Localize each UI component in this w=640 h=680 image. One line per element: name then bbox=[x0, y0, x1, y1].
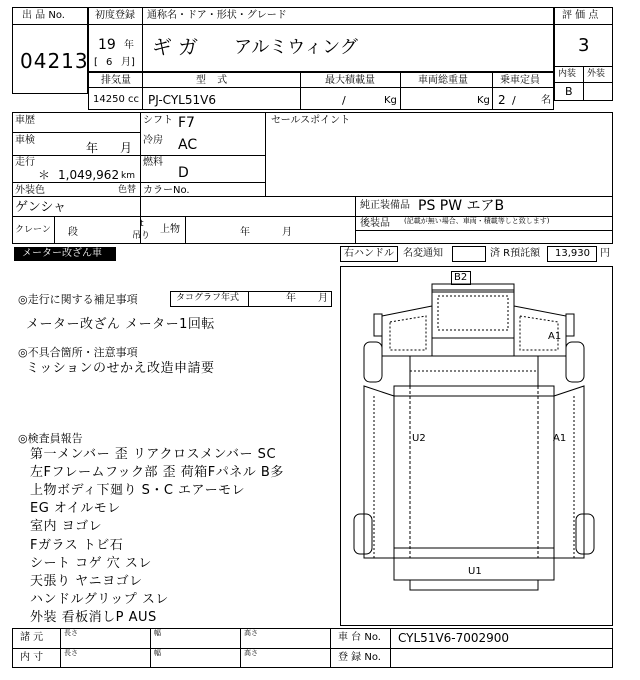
lift-year-unit: 年 bbox=[240, 227, 250, 238]
driving-text: メーター改ざん メーター1回転 bbox=[26, 317, 215, 332]
inspector-heading: ◎検査員報告 bbox=[18, 432, 83, 445]
inspector-line: 左Fフレームフック部 歪 荷箱Fパネル B多 bbox=[30, 465, 284, 480]
registration-label: 登 録 No. bbox=[338, 652, 381, 663]
inspection-label: 車検 bbox=[15, 135, 35, 146]
inspector-line: 天張り ヤニヨゴレ bbox=[30, 574, 143, 589]
displacement-value: 14250 bbox=[93, 94, 125, 105]
inspector-line: シート コゲ 穴 スレ bbox=[30, 556, 152, 571]
year-unit: 年 bbox=[124, 40, 134, 51]
fuel-label: 燃料 bbox=[143, 157, 163, 168]
first-reg-month: 6 bbox=[106, 57, 113, 68]
car-name: ギガ bbox=[152, 35, 204, 59]
defects-text: ミッションのせかえ改造申請要 bbox=[26, 361, 215, 376]
mirror-left bbox=[374, 314, 382, 336]
displacement-label: 排気量 bbox=[101, 75, 131, 86]
height-label: 高さ bbox=[244, 649, 258, 657]
max-load-sep: / bbox=[342, 94, 346, 107]
chassis-value: CYL51V6-7002900 bbox=[398, 631, 510, 645]
steering-value: 右ハンドル bbox=[344, 248, 394, 259]
crane-label: クレーン bbox=[15, 225, 51, 235]
shoen-label: 諸 元 bbox=[20, 632, 44, 643]
tacho-year-unit: 年 bbox=[286, 293, 296, 304]
interior-score: B bbox=[565, 85, 573, 98]
mark-u2: U2 bbox=[412, 433, 426, 444]
color-number-label: 色替 bbox=[118, 185, 137, 195]
mark-b2: B2 bbox=[454, 272, 468, 283]
max-load-unit: Kg bbox=[384, 95, 397, 106]
naigai-label: 内 寸 bbox=[20, 652, 44, 663]
tacho-label: タコグラフ年式 bbox=[176, 293, 240, 303]
aftermarket-label: 後装品 bbox=[360, 218, 390, 229]
mark-a1-top: A1 bbox=[548, 331, 562, 342]
width-label: 幅 bbox=[154, 629, 161, 637]
crane-stage-unit: 段 bbox=[68, 227, 78, 238]
month-unit: 月] bbox=[121, 57, 135, 68]
recycle-unit: 円 bbox=[600, 248, 610, 259]
inspector-line: EG オイルモレ bbox=[30, 501, 121, 516]
inspection-month-unit: 月 bbox=[120, 141, 133, 155]
selling-points-label: セールスポイント bbox=[271, 115, 351, 126]
capacity-unit: 名 bbox=[541, 95, 551, 106]
mark-u1: U1 bbox=[468, 566, 482, 577]
inspector-line: 室内 ヨゴレ bbox=[30, 519, 103, 534]
lot-number: 04213 bbox=[20, 49, 89, 73]
capacity-sep: / bbox=[512, 94, 516, 107]
interior-label: 内装 bbox=[558, 69, 577, 79]
first-reg-year: 19 bbox=[98, 37, 116, 53]
shift-label: シフト bbox=[143, 115, 173, 126]
inspector-line: Fガラス トビ石 bbox=[30, 538, 124, 553]
mark-a1-side: A1 bbox=[553, 433, 567, 444]
capacity-label: 乗車定員 bbox=[500, 75, 540, 86]
month-open: [ bbox=[94, 57, 98, 68]
name-change-box bbox=[452, 246, 486, 262]
cargo-body bbox=[394, 386, 554, 558]
recycle-label: 済 R預託額 bbox=[490, 248, 541, 259]
recycle-value: 13,930 bbox=[555, 248, 590, 259]
std-equipment-label: 純正装備品 bbox=[360, 200, 410, 211]
color-value: ゲンシャ bbox=[15, 200, 67, 215]
vehicle-name-label: 通称名・ドア・形状・グレード bbox=[147, 10, 287, 21]
rear-wheel-right bbox=[576, 514, 594, 554]
color-label: 外装色 bbox=[15, 185, 45, 196]
defects-heading: ◎不具合箇所・注意事項 bbox=[18, 346, 138, 359]
shift-value: F7 bbox=[178, 115, 195, 131]
aftermarket-note: (記載が無い場合、車両・積載等しと致します) bbox=[404, 217, 550, 225]
history-label: 車歴 bbox=[15, 115, 35, 126]
lift-month-unit: 月 bbox=[282, 227, 292, 238]
displacement-unit: cc bbox=[128, 94, 139, 105]
lot-number-label: 出 品 No. bbox=[22, 10, 65, 21]
first-reg-label: 初度登録 bbox=[95, 10, 135, 21]
front-wheel-right bbox=[566, 342, 584, 382]
max-load-label: 最大積載量 bbox=[325, 75, 375, 86]
wing-right bbox=[554, 386, 584, 558]
inspection-year-unit: 年 bbox=[86, 141, 99, 155]
driving-heading: ◎走行に関する補足事項 bbox=[18, 293, 138, 306]
cab-roof bbox=[432, 290, 514, 356]
mileage-value: 1,049,962 bbox=[58, 168, 120, 182]
rear-wheel-left bbox=[354, 514, 372, 554]
chassis-label: 車 台 No. bbox=[338, 632, 381, 643]
model-label: 型 式 bbox=[196, 75, 232, 86]
car-grade: アルミウィング bbox=[234, 37, 358, 58]
gross-weight-unit: Kg bbox=[477, 95, 490, 106]
wing-left bbox=[364, 386, 394, 558]
front-wheel-left bbox=[364, 342, 382, 382]
crane-t: t bbox=[140, 219, 144, 229]
rear-bumper bbox=[410, 580, 538, 590]
crane-hoist: 吊り bbox=[132, 231, 151, 241]
fuel-value: D bbox=[178, 165, 189, 181]
evaluation-score: 3 bbox=[578, 35, 590, 56]
aircon-value: AC bbox=[178, 137, 198, 153]
width-label: 幅 bbox=[154, 649, 161, 657]
aircon-label: 冷房 bbox=[143, 135, 163, 146]
std-equipment-value: PS PW エアB bbox=[418, 198, 505, 214]
evaluation-label: 評 価 点 bbox=[562, 10, 599, 21]
mileage-label: 走行 bbox=[15, 157, 35, 168]
mirror-right bbox=[566, 314, 574, 336]
cab-visor bbox=[432, 284, 514, 292]
length-label: 長さ bbox=[64, 629, 78, 637]
mileage-prefix: ＊ bbox=[38, 168, 51, 182]
inspector-line: 上物ボディ下廻り S・C エアーモレ bbox=[30, 483, 246, 498]
tacho-month-unit: 月 bbox=[318, 293, 328, 304]
gross-weight-label: 車両総重量 bbox=[418, 75, 468, 86]
height-label: 高さ bbox=[244, 629, 258, 637]
capacity-value: 2 bbox=[498, 93, 506, 107]
inspector-line: 第一メンバー 歪 リアクロスメンバー SC bbox=[30, 447, 277, 462]
model-value: PJ-CYL51V6 bbox=[148, 93, 216, 107]
cab-roof-inner bbox=[438, 296, 508, 330]
inspector-line: ハンドルグリップ スレ bbox=[30, 592, 169, 607]
name-change-label: 名変通知 bbox=[403, 248, 443, 259]
lift-label: 上物 bbox=[160, 224, 180, 235]
odometer-banner-text: メーター改ざん車 bbox=[22, 248, 102, 259]
inspector-line: 外装 看板消しP AUS bbox=[30, 610, 157, 625]
exterior-label: 外装 bbox=[587, 69, 606, 79]
length-label: 長さ bbox=[64, 649, 78, 657]
mileage-unit: km bbox=[121, 171, 135, 181]
color-no-label: カラーNo. bbox=[143, 185, 190, 196]
